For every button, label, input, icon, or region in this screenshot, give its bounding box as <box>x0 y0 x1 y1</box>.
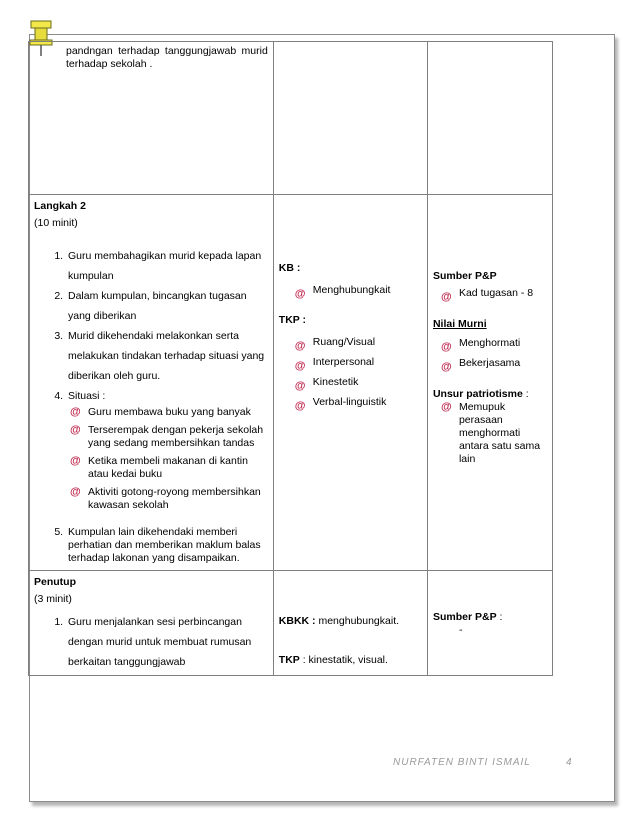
list-item <box>441 353 547 373</box>
list-item <box>295 332 422 352</box>
resources-cell <box>427 571 552 676</box>
kbkk-value: menghubungkait. <box>315 615 400 627</box>
lesson-plan-table <box>28 41 553 676</box>
tkp-text: Ruang/Visual <box>312 336 376 348</box>
table-row <box>29 42 553 195</box>
continued-text: pandngan terhadap tanggungjawab murid terhadap sekolah . <box>66 45 268 70</box>
table-row <box>29 195 553 571</box>
sumber-suffix: : <box>496 611 503 623</box>
situation-text: Aktiviti gotong-royong membersihkan kawasan sekolah <box>88 486 261 511</box>
footer-author: NURFATEN BINTI ISMAIL <box>393 757 531 768</box>
spiral-bullet-icon: @ <box>294 340 306 352</box>
kb-text: Menghubungkait <box>312 284 391 296</box>
sumber-label: Sumber P&P <box>432 611 497 623</box>
list-item <box>295 280 422 300</box>
list-item <box>441 283 547 303</box>
tkp-text: Interpersonal <box>312 356 375 368</box>
nilai-text: Menghormati <box>458 337 521 349</box>
list-item: 2. Dalam kumpulan, bincangkan tugasan yang diberikan <box>66 286 268 326</box>
step-duration: (10 minit) <box>34 217 78 229</box>
spiral-bullet-icon: @ <box>70 406 81 418</box>
list-item <box>70 406 268 419</box>
step-title: Penutup <box>34 576 76 588</box>
activity-cell <box>29 571 274 676</box>
spiral-bullet-icon: @ <box>294 380 306 392</box>
unsur-list <box>433 401 547 466</box>
spiral-bullet-icon: @ <box>70 424 81 436</box>
spiral-bullet-icon: @ <box>294 400 306 412</box>
situation-list <box>54 406 268 512</box>
nilai-list <box>433 333 547 373</box>
tkp-value: : kinestatik, visual. <box>299 654 388 666</box>
activity-cell <box>29 42 274 195</box>
step-title: Langkah 2 <box>34 200 86 212</box>
tkp-text: Verbal-linguistik <box>312 396 387 408</box>
situation-text: Guru membawa buku yang banyak <box>88 406 251 418</box>
nilai-text: Bekerjasama <box>458 357 521 369</box>
resources-cell <box>427 195 552 571</box>
spiral-bullet-icon: @ <box>70 486 81 498</box>
spiral-bullet-icon: @ <box>294 360 306 372</box>
tkp-label: TKP <box>278 654 300 666</box>
step-duration: (3 minit) <box>34 593 72 605</box>
spiral-bullet-icon: @ <box>440 291 452 303</box>
skills-cell <box>273 571 427 676</box>
list-item <box>70 424 268 450</box>
tkp-label: TKP : <box>278 314 307 326</box>
unsur-text: Memupuk perasaan menghormati antara satu sama lain <box>458 401 541 465</box>
list-item: 5. Kumpulan lain dikehendaki memberi perhatian dan memberikan maklum balas terhadap lakonan yang disampaikan. <box>66 526 268 565</box>
tkp-text: Kinestetik <box>312 376 359 388</box>
sumber-label: Sumber P&P <box>432 270 497 282</box>
unsur-suffix: : <box>522 388 529 400</box>
list-item <box>295 372 422 392</box>
list-item <box>295 352 422 372</box>
sumber-list <box>433 283 547 303</box>
nilai-label: Nilai Murni <box>432 318 487 330</box>
kb-list <box>279 280 422 300</box>
skills-cell <box>273 195 427 571</box>
situation-text: Terserempak dengan pekerja sekolah yang sedang membersihkan tandas <box>88 424 264 449</box>
tkp-line <box>279 653 422 667</box>
list-item: 1. Guru menjalankan sesi perbincangan dengan murid untuk membuat rumusan berkaitan tanggungjawab <box>66 612 268 672</box>
situation-label: Situasi : <box>68 390 106 402</box>
table-row <box>29 571 553 676</box>
kb-label: KB : <box>278 262 301 274</box>
unsur-heading <box>433 387 547 401</box>
list-item: 1. Guru membahagikan murid kepada lapan kumpulan <box>66 246 268 286</box>
activity-cell <box>29 195 274 571</box>
situation-text: Ketika membeli makanan di kantin atau kedai buku <box>88 455 248 480</box>
spiral-bullet-icon: @ <box>70 455 81 467</box>
page-footer <box>0 757 638 777</box>
list-item <box>441 401 547 466</box>
kbkk-line <box>279 614 422 628</box>
sumber-text: Kad tugasan - 8 <box>458 287 534 299</box>
sumber-line <box>433 610 547 624</box>
page-number: 4 <box>566 757 573 768</box>
unsur-label: Unsur patriotisme <box>432 388 523 400</box>
list-item <box>441 333 547 353</box>
spiral-bullet-icon: @ <box>440 361 452 373</box>
list-item <box>70 486 268 512</box>
list-item <box>66 386 268 512</box>
list-item <box>295 392 422 412</box>
spiral-bullet-icon: @ <box>440 341 452 353</box>
spiral-bullet-icon: @ <box>440 401 452 413</box>
skills-cell <box>273 42 427 195</box>
list-item: 3. Murid dikehendaki melakonkan serta melakukan tindakan terhadap situasi yang diberikan oleh guru. <box>66 326 268 386</box>
sumber-value: - <box>458 624 463 636</box>
kbkk-label: KBKK : <box>278 615 316 627</box>
list-item <box>70 455 268 481</box>
tkp-list <box>279 332 422 412</box>
spiral-bullet-icon: @ <box>294 288 306 300</box>
resources-cell <box>427 42 552 195</box>
